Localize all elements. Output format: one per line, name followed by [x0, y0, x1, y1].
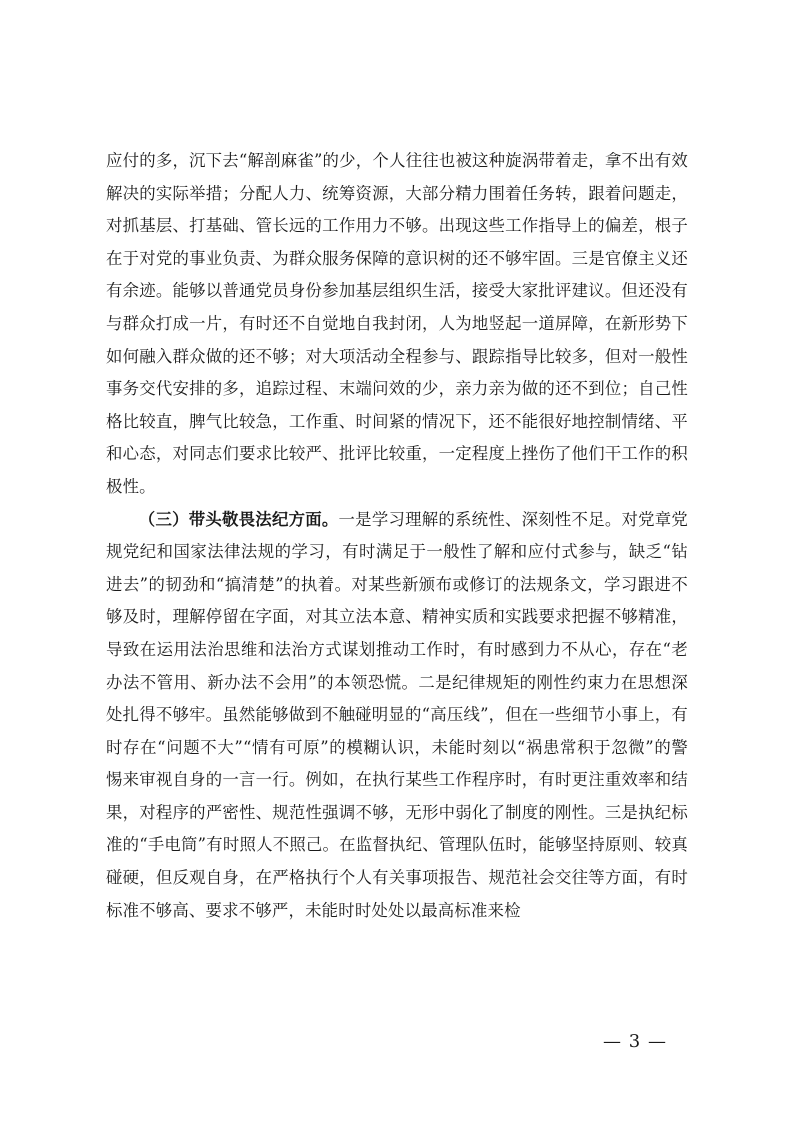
paragraph-section-three — [106, 504, 688, 928]
section-heading: （三）带头敬畏法纪方面。 — [138, 509, 339, 529]
paragraph-text: 应付的多，沉下去“解剖麻雀”的少，个人往往也被这种旋涡带着走，拿不出有效解决的实际举措；分配人力、统筹资源，大部分精力围着任务转，跟着问题走，对抓基层、打基础、管长远的工作用力不够。出现这些工作指导上的偏差，根子在于对党的事业负责、为群众服务保障的意识树的还不够牢固。三是官僚主义还有余迹。能够以普通党员身份参加基层组织生活，接受大家批评建议。但还没有与群众打成一片，有时还不自觉地自我封闭，人为地竖起一道屏障，在新形势下如何融入群众做的还不够；对大项活动全程参与、跟踪指导比较多，但对一般性事务交代安排的多，追踪过程、末端问效的少，亲力亲为做的还不到位；自己性格比较直，脾气比较急，工作重、时间紧的情况下，还不能很好地控制情绪、平和心态，对同志们要求比较严、批评比较重，一定程度上挫伤了他们干工作的积极性。 — [106, 151, 688, 496]
paragraph-text: 一是学习理解的系统性、深刻性不足。对党章党规党纪和国家法律法规的学习，有时满足于一般性了解和应付式参与，缺乏“钻进去”的韧劲和“搞清楚”的执着。对某些新颁布或修订的法规条文，学习跟进不够及时，理解停留在字面，对其立法本意、精神实质和实践要求把握不够精准，导致在运用法治思维和法治方式谋划推动工作时，有时感到力不从心，存在“老办法不管用、新办法不会用”的本领恐慌。二是纪律规矩的刚性约束力在思想深处扎得不够牢。虽然能够做到不触碰明显的“高压线”，但在一些细节小事上，有时存在“问题不大”“情有可原”的模糊认识，未能时刻以“祸患常积于忽微”的警惕来审视自身的一言一行。例如，在执行某些工作程序时，有时更注重效率和结果，对程序的严密性、规范性强调不够，无形中弱化了制度的刚性。三是执纪标准的“手电筒”有时照人不照己。在监督执纪、管理队伍时，能够坚持原则、较真碰硬，但反观自身，在严格执行个人有关事项报告、规范社会交往等方面，有时标准不够高、要求不够严，未能时时处处以最高标准来检 — [106, 509, 688, 920]
document-body — [106, 145, 688, 927]
paragraph-continued — [106, 145, 688, 504]
page-number: — 3 — — [603, 1031, 667, 1052]
